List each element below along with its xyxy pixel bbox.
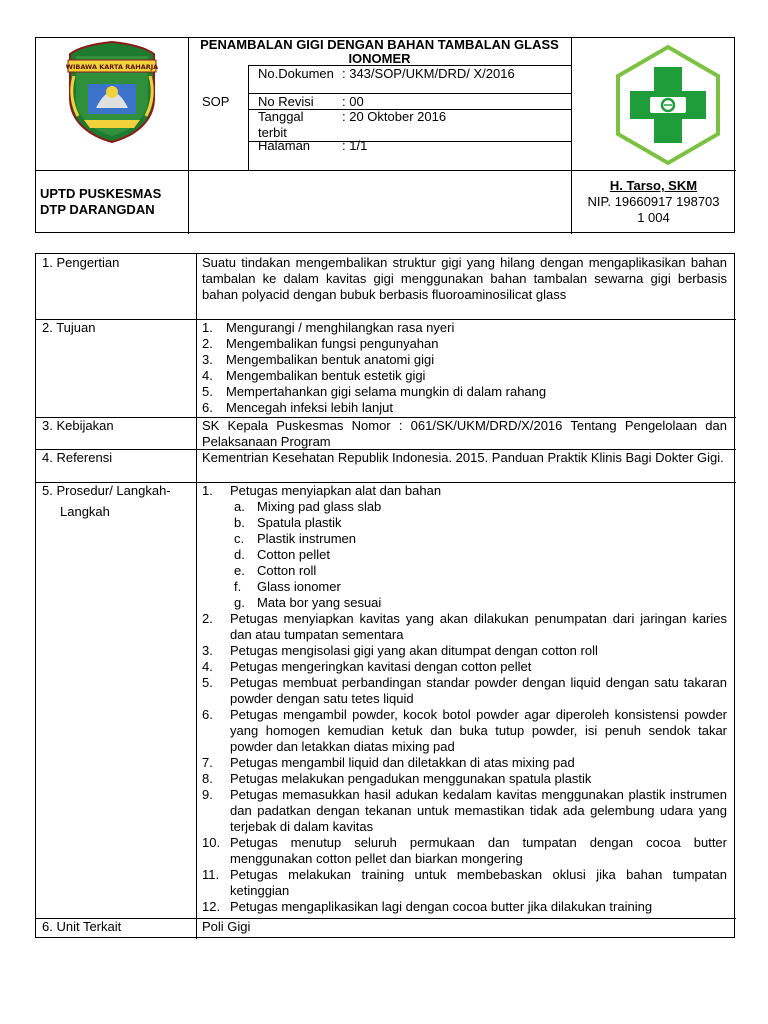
list-item: 4. Petugas mengeringkan kavitasi dengan cotton pellet bbox=[202, 659, 532, 674]
text-referensi: Kementrian Kesehatan Republik Indonesia. 2015. Panduan Praktik Klinis Bagi Dokter Gigi. bbox=[202, 450, 724, 465]
sop-label: SOP bbox=[202, 94, 230, 109]
list-item: b. Spatula plastik bbox=[234, 515, 342, 530]
meta-label-halaman: Halaman bbox=[258, 138, 311, 153]
list-prosedur bbox=[202, 483, 727, 915]
list-item: c. Plastik instrumen bbox=[234, 531, 356, 546]
meta-label-nodokumen: No.Dokumen bbox=[258, 66, 334, 81]
list-item: 3. Mengembalikan bentuk anatomi gigi bbox=[202, 352, 435, 367]
meta-value-nodokumen: : 343/SOP/UKM/DRD/ X/2016 bbox=[342, 66, 515, 81]
list-item: 12. Petugas mengaplikasikan lagi dengan cocoa butter jika dilakukan training bbox=[202, 899, 653, 914]
list-item: 5. Mempertahankan gigi selama mungkin di dalam rahang bbox=[202, 384, 547, 399]
meta-value-tanggal: : 20 Oktober 2016 bbox=[342, 109, 447, 124]
list-item: 10. Petugas menutup seluruh permukaan dan tumpatan dengan cocoa butter menggunakan cotton pellet dan biarkan mongering bbox=[202, 835, 727, 866]
list-item: g. Mata bor yang sesuai bbox=[234, 595, 382, 610]
document-header bbox=[35, 37, 735, 233]
text-pengertian: Suatu tindakan mengembalikan struktur gigi yang hilang dengan mengaplikasikan bahan tambalan ke dalam kavitas gigi menggunakan bahan tambalan sewarna gigi berbasis bahan polyacid dengan bubuk berbasis fluoroaminosilicat glass bbox=[202, 255, 727, 302]
list-item: 6. Mencegah infeksi lebih lanjut bbox=[202, 400, 393, 415]
list-item: 8. Petugas melakukan pengadukan menggunakan spatula plastik bbox=[202, 771, 592, 786]
list-item: 2. Mengembalikan fungsi pengunyahan bbox=[202, 336, 439, 351]
list-item: f. Glass ionomer bbox=[234, 579, 341, 594]
signer-nip-line1: NIP. 19660917 198703 bbox=[587, 194, 720, 209]
meta-value-halaman: : 1/1 bbox=[342, 138, 368, 153]
list-item: 2. Petugas menyiapkan kavitas yang akan dilakukan penumpatan dari jaringan karies dan atau tumpatan sementara bbox=[202, 611, 727, 642]
meta-label-norevisi: No Revisi bbox=[258, 94, 314, 109]
meta-label-tanggal: Tanggal terbit bbox=[258, 109, 304, 140]
list-item: 11. Petugas melakukan training untuk membebaskan oklusi jika bahan tumpatan ketinggian bbox=[202, 867, 727, 898]
list-item: 1. Mengurangi / menghilangkan rasa nyeri bbox=[202, 320, 455, 335]
list-item: 7. Petugas mengambil liquid dan diletakkan di atas mixing pad bbox=[202, 755, 575, 770]
list-item: e. Cotton roll bbox=[234, 563, 317, 578]
label-pengertian: 1. Pengertian bbox=[42, 255, 120, 270]
label-prosedur-line1: 5. Prosedur/ Langkah- bbox=[42, 483, 171, 498]
label-prosedur-line2: Langkah bbox=[60, 504, 110, 519]
meta-value-norevisi: : 00 bbox=[342, 94, 364, 109]
list-item: 1. Petugas menyiapkan alat dan bahan bbox=[202, 483, 442, 498]
label-referensi: 4. Referensi bbox=[42, 450, 113, 465]
signer-name: H. Tarso, SKM bbox=[609, 178, 698, 193]
label-tujuan: 2. Tujuan bbox=[42, 320, 96, 335]
regency-crest-logo bbox=[62, 40, 162, 144]
sop-content-table bbox=[35, 253, 735, 938]
list-item: a. Mixing pad glass slab bbox=[234, 499, 382, 514]
org-name-line1: UPTD PUSKESMAS bbox=[40, 186, 162, 201]
svg-text:WIBAWA KARTA RAHARJA: WIBAWA KARTA RAHARJA bbox=[65, 63, 159, 71]
list-item: d. Cotton pellet bbox=[234, 547, 330, 562]
list-item: 9. Petugas memasukkan hasil adukan kedalam kavitas menggunakan plastik instrumen dan padatkan dengan tekanan untuk memastikan tidak ada gelembung udara yang terjebak di dalam kavitas bbox=[202, 787, 727, 834]
label-kebijakan: 3. Kebijakan bbox=[42, 418, 114, 433]
list-tujuan bbox=[202, 320, 727, 416]
list-item: 6. Petugas mengambil powder, kocok botol powder agar diperoleh konsistensi powder yang homogen kemudian ketuk dan buka tutup powder, isi penuh sendok takar powder dan letakkan diatas mixing pad bbox=[202, 707, 727, 754]
text-kebijakan: SK Kepala Puskesmas Nomor : 061/SK/UKM/DRD/X/2016 Tentang Pengelolaan dan Pelaksanaan Program bbox=[202, 418, 727, 449]
signer-nip-line2: 1 004 bbox=[637, 210, 670, 225]
list-item: 5. Petugas membuat perbandingan standar powder dengan liquid dengan satu takaran powder dengan satu tetes liquid bbox=[202, 675, 727, 706]
label-unit-terkait: 6. Unit Terkait bbox=[42, 919, 122, 934]
text-unit-terkait: Poli Gigi bbox=[202, 919, 251, 934]
document-title: PENAMBALAN GIGI DENGAN BAHAN TAMBALAN GLASS IONOMER bbox=[200, 37, 559, 66]
puskesmas-logo bbox=[606, 43, 730, 167]
org-name-line2: DTP DARANGDAN bbox=[40, 202, 155, 217]
list-item: 3. Petugas mengisolasi gigi yang akan ditumpat dengan cotton roll bbox=[202, 643, 598, 658]
list-item: 4. Mengembalikan bentuk estetik gigi bbox=[202, 368, 426, 383]
